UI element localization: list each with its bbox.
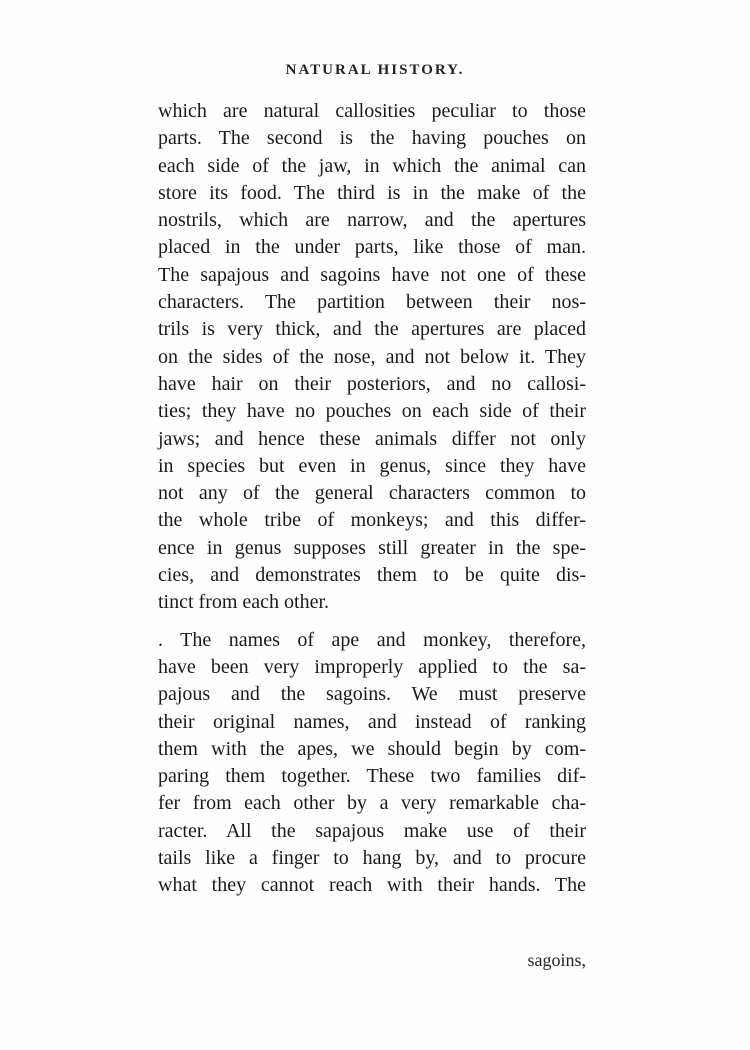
catchword: sagoins, — [527, 950, 586, 970]
text-line: which are natural callosities peculiar to those — [158, 100, 586, 122]
text-line: not any of the general characters common to — [158, 482, 586, 505]
text-line: fer from each other by a very remarkable cha- — [158, 792, 586, 815]
text-line: the whole tribe of monkeys; and this differ- — [158, 509, 586, 532]
text-line: jaws; and hence these animals differ not only — [158, 427, 586, 450]
paragraph-gap — [158, 617, 586, 627]
text-line: have hair on their posteriors, and no callosi- — [158, 372, 586, 395]
text-line: tails like a finger to hang by, and to procure — [158, 847, 586, 870]
text-line: them with the apes, we should begin by com- — [158, 737, 586, 760]
running-head: NATURAL HISTORY. — [285, 62, 465, 78]
text-line: ties; they have no pouches on each side of their — [158, 400, 586, 423]
text-line: in species but even in genus, since they have — [158, 454, 586, 477]
text-line: . The names of ape and monkey, therefore, — [158, 628, 586, 651]
text-line: cies, and demonstrates them to be quite dis- — [158, 564, 586, 587]
text-line: The sapajous and sagoins have not one of these — [158, 263, 586, 286]
text-line: store its food. The third is in the make of the — [158, 181, 586, 204]
text-line: what they cannot reach with their hands. The — [158, 874, 586, 897]
body-text — [158, 98, 586, 900]
text-line: their original names, and instead of ranking — [158, 710, 586, 733]
paragraph — [158, 627, 586, 900]
text-line: placed in the under parts, like those of man. — [158, 236, 586, 259]
text-line: have been very improperly applied to the sa- — [158, 655, 586, 678]
text-line: each side of the jaw, in which the animal can — [158, 154, 586, 177]
text-line: pajous and the sagoins. We must preserve — [158, 683, 586, 706]
text-line: paring them together. These two families dif- — [158, 765, 586, 788]
text-line: characters. The partition between their nos- — [158, 291, 586, 314]
text-line: ence in genus supposes still greater in the spe- — [158, 536, 586, 559]
text-line: tinct from each other. — [158, 591, 330, 614]
text-line: trils is very thick, and the apertures are placed — [158, 318, 586, 341]
text-line: parts. The second is the having pouches on — [158, 127, 586, 150]
text-line: nostrils, which are narrow, and the apertures — [158, 209, 586, 232]
text-line: on the sides of the nose, and not below it. They — [158, 345, 586, 368]
text-line: racter. All the sapajous make use of their — [158, 819, 586, 842]
paragraph — [158, 98, 586, 617]
